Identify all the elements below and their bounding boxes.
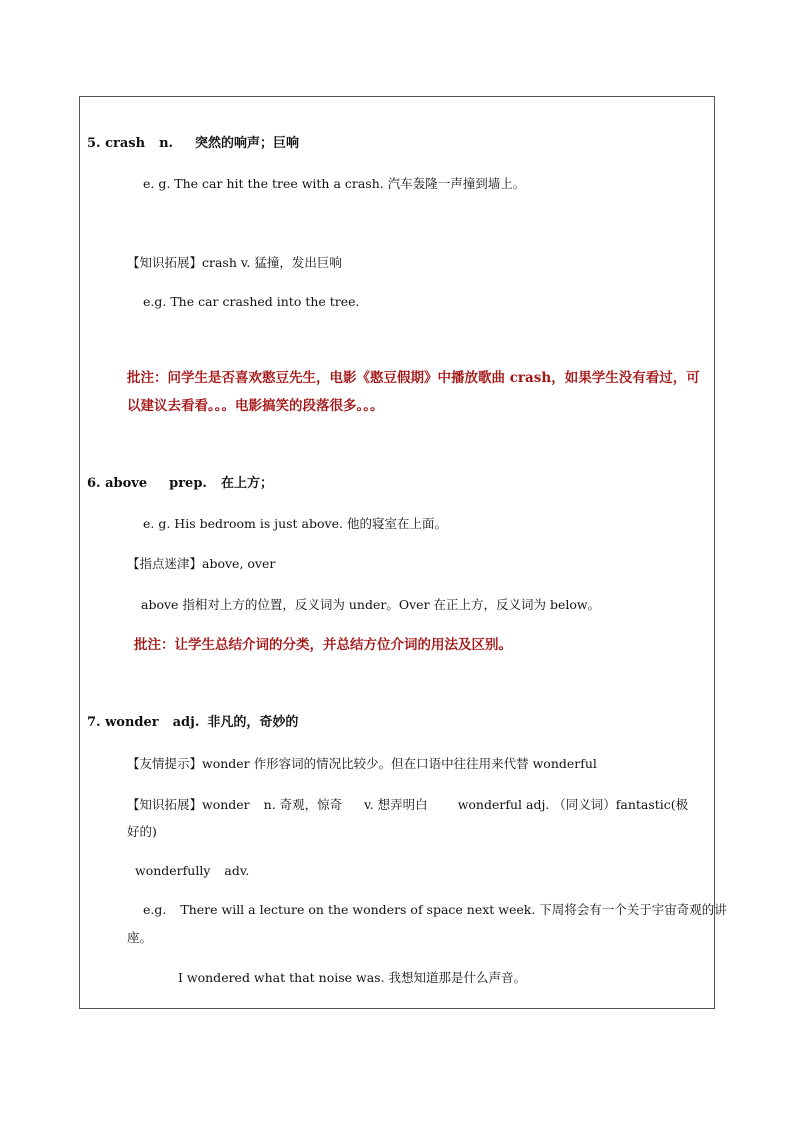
example-sentence: e.g. The car crashed into the tree. — [143, 294, 360, 309]
adjective-sense: wonderful adj. （同义词）fantastic(极 — [457, 797, 689, 812]
meaning: 在上方； — [220, 476, 273, 491]
teacher-note-continued: 以建议去看看。。。电影搞笑的段落很多。。。 — [127, 398, 384, 414]
example-label: e.g. — [143, 902, 167, 917]
meaning: 突然的响声；巨响 — [195, 136, 300, 151]
part-of-speech: prep. — [169, 476, 207, 491]
noun-sense: n. 奇观，惊奇 — [263, 797, 343, 812]
word-label: 5. crash — [87, 136, 146, 151]
part-of-speech: n. — [159, 136, 174, 151]
entry-heading-above — [87, 476, 273, 492]
usage-explanation: above 指相对上方的位置，反义词为 under。Over 在正上方，反义词为 below。 — [141, 597, 601, 612]
part-of-speech: adj. — [172, 715, 200, 730]
example-sentence: e. g. The car hit the tree with a crash. 汽车轰隆一声撞到墙上。 — [143, 176, 526, 191]
meaning: 非凡的，奇妙的 — [207, 715, 299, 730]
usage-tip: 【指点迷津】above, over — [127, 556, 276, 571]
teacher-note: 批注：问学生是否喜欢憨豆先生，电影《憨豆假期》中播放歌曲 crash，如果学生没有看过，可 — [127, 370, 700, 386]
word-label: 7. wonder — [87, 715, 159, 730]
example-text: There will a lecture on the wonders of space next week. 下周将会有一个关于宇宙奇观的讲 — [180, 902, 727, 917]
teacher-note: 批注：让学生总结介词的分类，并总结方位介词的用法及区别。 — [134, 637, 512, 653]
expansion-word: 【知识拓展】wonder — [127, 797, 250, 812]
knowledge-expansion — [127, 797, 688, 813]
verb-sense: v. 想弄明白 — [364, 797, 428, 812]
adverb-word: wonderfully — [135, 863, 211, 878]
entry-heading-wonder — [87, 715, 298, 731]
example-sentence — [143, 902, 727, 918]
example-sentence-continued: 座。 — [127, 930, 153, 945]
adverb-form — [135, 863, 249, 879]
knowledge-expansion: 【知识拓展】crash v. 猛撞，发出巨响 — [127, 255, 342, 270]
part-of-speech: adv. — [224, 863, 250, 878]
example-sentence: I wondered what that noise was. 我想知道那是什么声音。 — [178, 970, 527, 985]
entry-heading-crash — [87, 136, 299, 152]
word-label: 6. above — [87, 476, 148, 491]
example-sentence: e. g. His bedroom is just above. 他的寝室在上面。 — [143, 516, 447, 531]
friendly-tip: 【友情提示】wonder 作形容词的情况比较少。但在口语中往往用来代替 wonderful — [127, 756, 597, 771]
knowledge-expansion-continued: 好的) — [127, 824, 157, 839]
